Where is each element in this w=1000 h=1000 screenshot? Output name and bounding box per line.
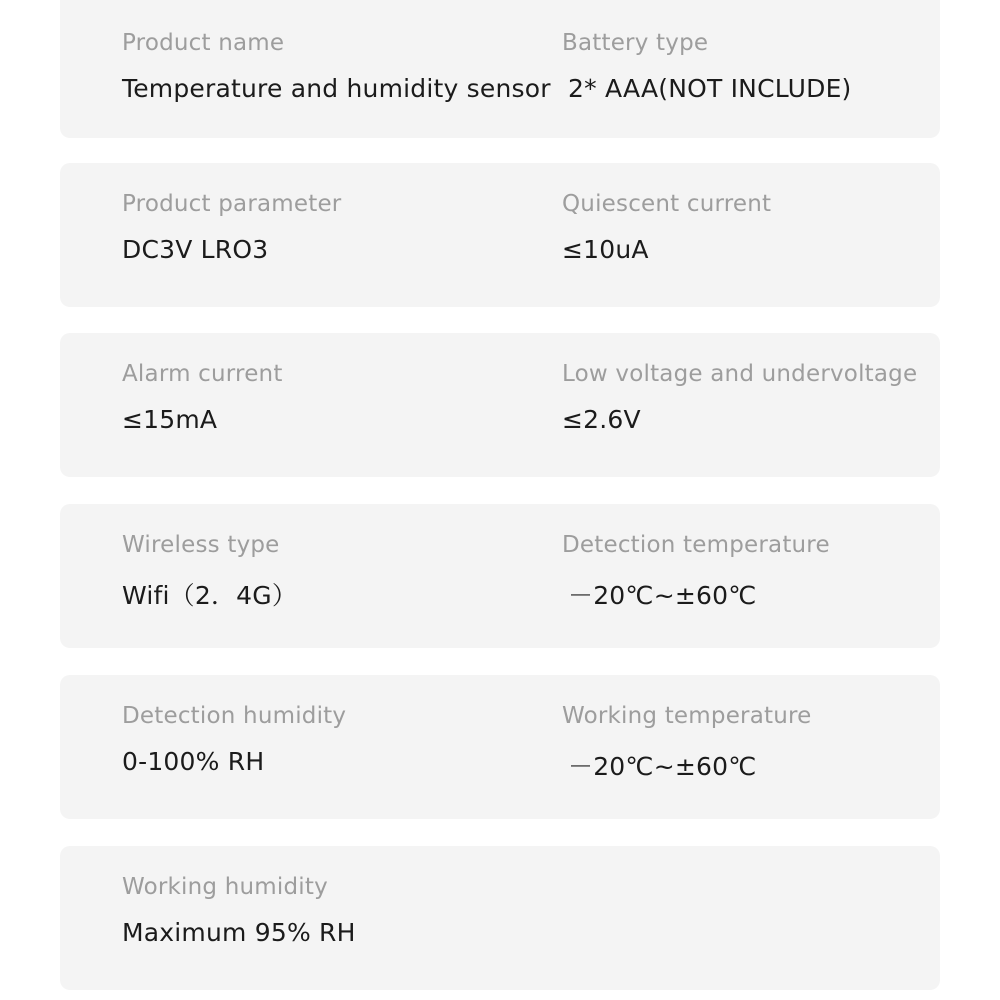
spec-value: ≤2.6V — [562, 405, 641, 434]
spec-cell-left — [122, 163, 502, 307]
spec-cell-right — [562, 163, 932, 307]
spec-label: Product parameter — [122, 191, 342, 217]
spec-row — [60, 333, 940, 477]
spec-label: Quiescent current — [562, 191, 772, 217]
spec-value: ≤15mA — [122, 405, 218, 434]
spec-value: －20℃~±60℃ — [568, 752, 757, 781]
spec-row — [60, 0, 940, 138]
spec-value: －20℃~±60℃ — [568, 581, 757, 610]
spec-label: Low voltage and undervoltage — [562, 361, 918, 387]
spec-label: Wireless type — [122, 532, 280, 558]
spec-row — [60, 504, 940, 648]
spec-row — [60, 846, 940, 990]
spec-cell-left — [122, 846, 502, 990]
spec-value: 2* AAA(NOT INCLUDE) — [568, 74, 852, 103]
spec-value: 0-100% RH — [122, 747, 265, 776]
spec-label: Detection humidity — [122, 703, 347, 729]
spec-value: ≤10uA — [562, 235, 649, 264]
spec-label: Detection temperature — [562, 532, 830, 558]
spec-value: Temperature and humidity sensor — [122, 74, 551, 103]
spec-label: Alarm current — [122, 361, 283, 387]
spec-label: Working temperature — [562, 703, 812, 729]
spec-cell-left — [122, 504, 502, 648]
spec-value: Maximum 95% RH — [122, 918, 356, 947]
spec-cell-right — [562, 0, 932, 138]
spec-cell-left — [122, 333, 502, 477]
spec-cell-left — [122, 0, 551, 138]
spec-label: Battery type — [562, 30, 709, 56]
spec-label: Product name — [122, 30, 285, 56]
spec-cell-left — [122, 675, 502, 819]
spec-cell-right — [562, 846, 932, 990]
spec-label: Working humidity — [122, 874, 328, 900]
spec-value: Wifi（2．4G） — [122, 581, 298, 610]
spec-row — [60, 163, 940, 307]
spec-row — [60, 675, 940, 819]
spec-value: DC3V LRO3 — [122, 235, 269, 264]
spec-cell-right — [562, 675, 932, 819]
spec-cell-right — [562, 333, 932, 477]
spec-cell-right — [562, 504, 932, 648]
